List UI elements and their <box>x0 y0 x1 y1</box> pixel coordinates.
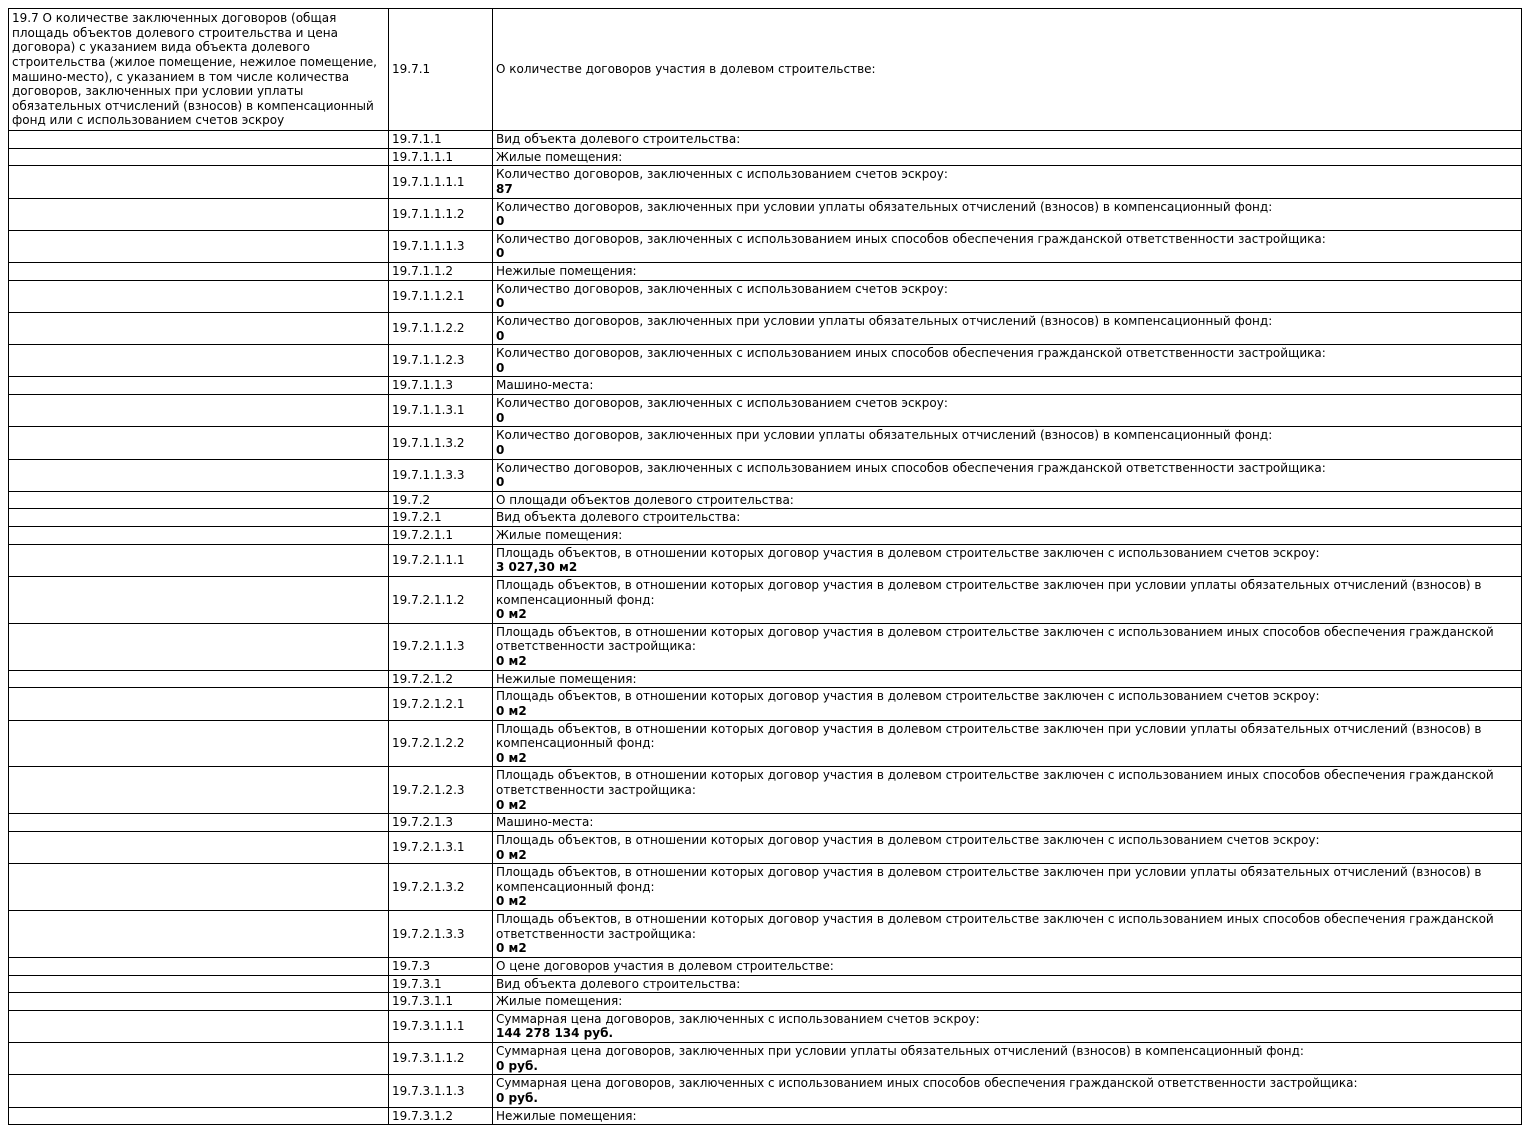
row-label: Количество договоров, заключенных с использованием счетов эскроу: <box>496 396 948 410</box>
row-label: Площадь объектов, в отношении которых договор участия в долевом строительстве заключен с использованием иных способов обеспечения гражданской ответственности застройщика: <box>496 624 1494 654</box>
row-label: Суммарная цена договоров, заключенных с использованием счетов эскроу: <box>496 1011 980 1026</box>
row-number: 19.7.1.1.1.3 <box>389 230 493 262</box>
table-row <box>9 831 1522 863</box>
table-row <box>9 491 1522 509</box>
table-row <box>9 395 1522 427</box>
empty-cell <box>9 720 389 767</box>
table-row <box>9 1043 1522 1075</box>
row-label: Нежилые помещения: <box>496 1108 637 1123</box>
empty-cell <box>9 814 389 832</box>
table-row <box>9 148 1522 166</box>
row-number: 19.7.1.1.2.2 <box>389 312 493 344</box>
row-label: О количестве договоров участия в долевом строительстве: <box>496 62 876 77</box>
row-value: 0 <box>496 246 505 261</box>
empty-cell <box>9 166 389 198</box>
row-value: 0 <box>496 410 505 425</box>
row-number: 19.7.3.1.1.3 <box>389 1075 493 1107</box>
table-row <box>9 1107 1522 1125</box>
table-row <box>9 957 1522 975</box>
empty-cell <box>9 312 389 344</box>
empty-cell <box>9 527 389 545</box>
table-row <box>9 993 1522 1011</box>
row-number: 19.7.2.1.3.1 <box>389 831 493 863</box>
row-number: 19.7.2.1.2 <box>389 670 493 688</box>
empty-cell <box>9 491 389 509</box>
empty-cell <box>9 670 389 688</box>
empty-cell <box>9 377 389 395</box>
table-row <box>9 263 1522 281</box>
row-number: 19.7.1.1.3 <box>389 377 493 395</box>
row-label: Жилые помещения: <box>496 528 623 542</box>
row-label: Вид объекта долевого строительства: <box>496 510 741 525</box>
table-row <box>9 345 1522 377</box>
row-value: 0 <box>496 442 505 457</box>
table-row <box>9 166 1522 198</box>
row-label: Площадь объектов, в отношении которых договор участия в долевом строительстве заключен с использованием счетов эскроу: <box>496 689 1320 704</box>
row-value: 0 м2 <box>496 941 527 956</box>
row-label: Суммарная цена договоров, заключенных с использованием иных способов обеспечения гражданской ответственности застройщика: <box>496 1076 1358 1091</box>
empty-cell <box>9 131 389 149</box>
table-row <box>9 720 1522 767</box>
empty-cell <box>9 1107 389 1125</box>
row-label: Количество договоров, заключенных при условии уплаты обязательных отчислений (взносов) в компенсационный фонд: <box>496 199 1273 214</box>
empty-cell <box>9 1010 389 1042</box>
declaration-table <box>8 8 1522 1125</box>
section-description: 19.7 О количестве заключенных договоров (общая площадь объектов долевого строительства и цена договора) с указанием вида объекта долевого строительства (жилое помещение, нежилое помещение, машино-место), с указанием в том числе количества договоров, заключенных при условии уплаты обязательных отчислений (взносов) в компенсационный фонд или с использованием счетов эскроу <box>9 9 389 131</box>
row-number: 19.7.2.1.2.1 <box>389 688 493 720</box>
row-value: 0 м2 <box>496 654 527 668</box>
empty-cell <box>9 395 389 427</box>
row-label: Количество договоров, заключенных с использованием иных способов обеспечения гражданской ответственности застройщика: <box>496 460 1326 475</box>
table-row <box>9 688 1522 720</box>
table-row <box>9 131 1522 149</box>
row-label: Количество договоров, заключенных с использованием иных способов обеспечения гражданской ответственности застройщика: <box>496 346 1326 361</box>
table-row <box>9 459 1522 491</box>
table-row <box>9 198 1522 230</box>
table-row <box>9 864 1522 911</box>
row-value: 0 м2 <box>496 894 527 909</box>
row-number: 19.7.2.1.3.3 <box>389 911 493 958</box>
table-row <box>9 623 1522 670</box>
empty-cell <box>9 831 389 863</box>
row-label: Количество договоров, заключенных при условии уплаты обязательных отчислений (взносов) в компенсационный фонд: <box>496 428 1273 443</box>
row-number: 19.7.2.1.2.3 <box>389 767 493 814</box>
row-number: 19.7.3.1 <box>389 975 493 993</box>
empty-cell <box>9 509 389 527</box>
row-label: Количество договоров, заключенных с использованием счетов эскроу: <box>496 281 948 296</box>
table-row <box>9 377 1522 395</box>
row-label: Нежилые помещения: <box>496 264 637 278</box>
table-row <box>9 670 1522 688</box>
empty-cell <box>9 688 389 720</box>
row-value: 3 027,30 м2 <box>496 560 578 575</box>
row-number: 19.7.3.1.1.1 <box>389 1010 493 1042</box>
row-label: Площадь объектов, в отношении которых договор участия в долевом строительстве заключен с использованием счетов эскроу: <box>496 545 1320 560</box>
empty-cell <box>9 993 389 1011</box>
row-number: 19.7.1.1.1 <box>389 148 493 166</box>
row-number: 19.7.1.1.2.1 <box>389 280 493 312</box>
row-value: 0 руб. <box>496 1090 538 1105</box>
row-value: 0 м2 <box>496 607 527 622</box>
empty-cell <box>9 427 389 459</box>
row-number: 19.7.1.1.2 <box>389 263 493 281</box>
row-number: 19.7.1.1 <box>389 131 493 149</box>
row-number: 19.7.3.1.2 <box>389 1107 493 1125</box>
row-label: Суммарная цена договоров, заключенных при условии уплаты обязательных отчислений (взносов) в компенсационный фонд: <box>496 1044 1304 1058</box>
row-value: 87 <box>496 181 513 196</box>
row-number: 19.7.1.1.3.1 <box>389 395 493 427</box>
table-row <box>9 1010 1522 1042</box>
row-number: 19.7.2.1.1.1 <box>389 544 493 576</box>
row-label: Количество договоров, заключенных с использованием счетов эскроу: <box>496 167 948 182</box>
empty-cell <box>9 230 389 262</box>
row-number: 19.7.2.1.1.3 <box>389 623 493 670</box>
table-row <box>9 280 1522 312</box>
table-row <box>9 9 1522 131</box>
row-label: Площадь объектов, в отношении которых договор участия в долевом строительстве заключен при условии уплаты обязательных отчислений (взносов) в компенсационный фонд: <box>496 577 1482 607</box>
row-number: 19.7.2.1.1.2 <box>389 576 493 623</box>
table-row <box>9 544 1522 576</box>
row-label: Площадь объектов, в отношении которых договор участия в долевом строительстве заключен с использованием счетов эскроу: <box>496 832 1320 847</box>
row-value: 0 <box>496 360 505 375</box>
row-number: 19.7.1 <box>389 9 493 131</box>
row-label: Машино-места: <box>496 378 594 393</box>
table-row <box>9 230 1522 262</box>
row-label: Нежилые помещения: <box>496 671 637 686</box>
row-label: Площадь объектов, в отношении которых договор участия в долевом строительстве заключен с использованием иных способов обеспечения гражданской ответственности застройщика: <box>496 912 1494 941</box>
empty-cell <box>9 263 389 281</box>
table-row <box>9 427 1522 459</box>
row-value: 0 м2 <box>496 750 527 765</box>
row-number: 19.7.2.1.3.2 <box>389 864 493 911</box>
table-body <box>9 9 1522 1125</box>
row-label: Количество договоров, заключенных с использованием иных способов обеспечения гражданской ответственности застройщика: <box>496 231 1326 246</box>
row-label: Вид объекта долевого строительства: <box>496 132 741 146</box>
table-row <box>9 767 1522 814</box>
empty-cell <box>9 957 389 975</box>
row-number: 19.7.1.1.3.2 <box>389 427 493 459</box>
row-value: 0 <box>496 296 505 311</box>
row-value: 144 278 134 руб. <box>496 1026 614 1041</box>
empty-cell <box>9 148 389 166</box>
row-number: 19.7.2.1.3 <box>389 814 493 832</box>
empty-cell <box>9 911 389 958</box>
row-label: Площадь объектов, в отношении которых договор участия в долевом строительстве заключен при условии уплаты обязательных отчислений (взносов) в компенсационный фонд: <box>496 865 1482 894</box>
empty-cell <box>9 280 389 312</box>
empty-cell <box>9 767 389 814</box>
empty-cell <box>9 576 389 623</box>
table-row <box>9 911 1522 958</box>
row-label: Машино-места: <box>496 815 594 830</box>
row-label: Площадь объектов, в отношении которых договор участия в долевом строительстве заключен с использованием иных способов обеспечения гражданской ответственности застройщика: <box>496 768 1494 797</box>
row-label: О цене договоров участия в долевом строительстве: <box>496 958 834 973</box>
row-value: 0 м2 <box>496 847 527 862</box>
row-label: О площади объектов долевого строительства: <box>496 492 794 507</box>
empty-cell <box>9 623 389 670</box>
table-row <box>9 814 1522 832</box>
empty-cell <box>9 975 389 993</box>
empty-cell <box>9 1043 389 1075</box>
table-row <box>9 576 1522 623</box>
row-number: 19.7.2.1.2.2 <box>389 720 493 767</box>
row-value: 0 м2 <box>496 797 527 812</box>
row-label: Площадь объектов, в отношении которых договор участия в долевом строительстве заключен при условии уплаты обязательных отчислений (взносов) в компенсационный фонд: <box>496 721 1482 751</box>
row-value: 0 <box>496 328 505 343</box>
row-value: 0 <box>496 214 505 229</box>
row-value: 0 <box>496 475 505 490</box>
table-row <box>9 527 1522 545</box>
empty-cell <box>9 198 389 230</box>
row-number: 19.7.3 <box>389 957 493 975</box>
row-number: 19.7.3.1.1 <box>389 993 493 1011</box>
row-number: 19.7.2 <box>389 491 493 509</box>
row-label: Жилые помещения: <box>496 149 623 164</box>
empty-cell <box>9 459 389 491</box>
empty-cell <box>9 345 389 377</box>
row-number: 19.7.1.1.1.1 <box>389 166 493 198</box>
row-value: 0 руб. <box>496 1058 538 1073</box>
row-label: Жилые помещения: <box>496 994 623 1009</box>
row-number: 19.7.2.1.1 <box>389 527 493 545</box>
row-number: 19.7.1.1.2.3 <box>389 345 493 377</box>
row-label: Вид объекта долевого строительства: <box>496 976 741 991</box>
row-label: Количество договоров, заключенных при условии уплаты обязательных отчислений (взносов) в компенсационный фонд: <box>496 313 1273 328</box>
row-number: 19.7.1.1.1.2 <box>389 198 493 230</box>
row-number: 19.7.1.1.3.3 <box>389 459 493 491</box>
empty-cell <box>9 544 389 576</box>
table-row <box>9 509 1522 527</box>
table-row <box>9 975 1522 993</box>
row-number: 19.7.2.1 <box>389 509 493 527</box>
row-value: 0 м2 <box>496 703 527 718</box>
row-number: 19.7.3.1.1.2 <box>389 1043 493 1075</box>
table-row <box>9 312 1522 344</box>
empty-cell <box>9 864 389 911</box>
